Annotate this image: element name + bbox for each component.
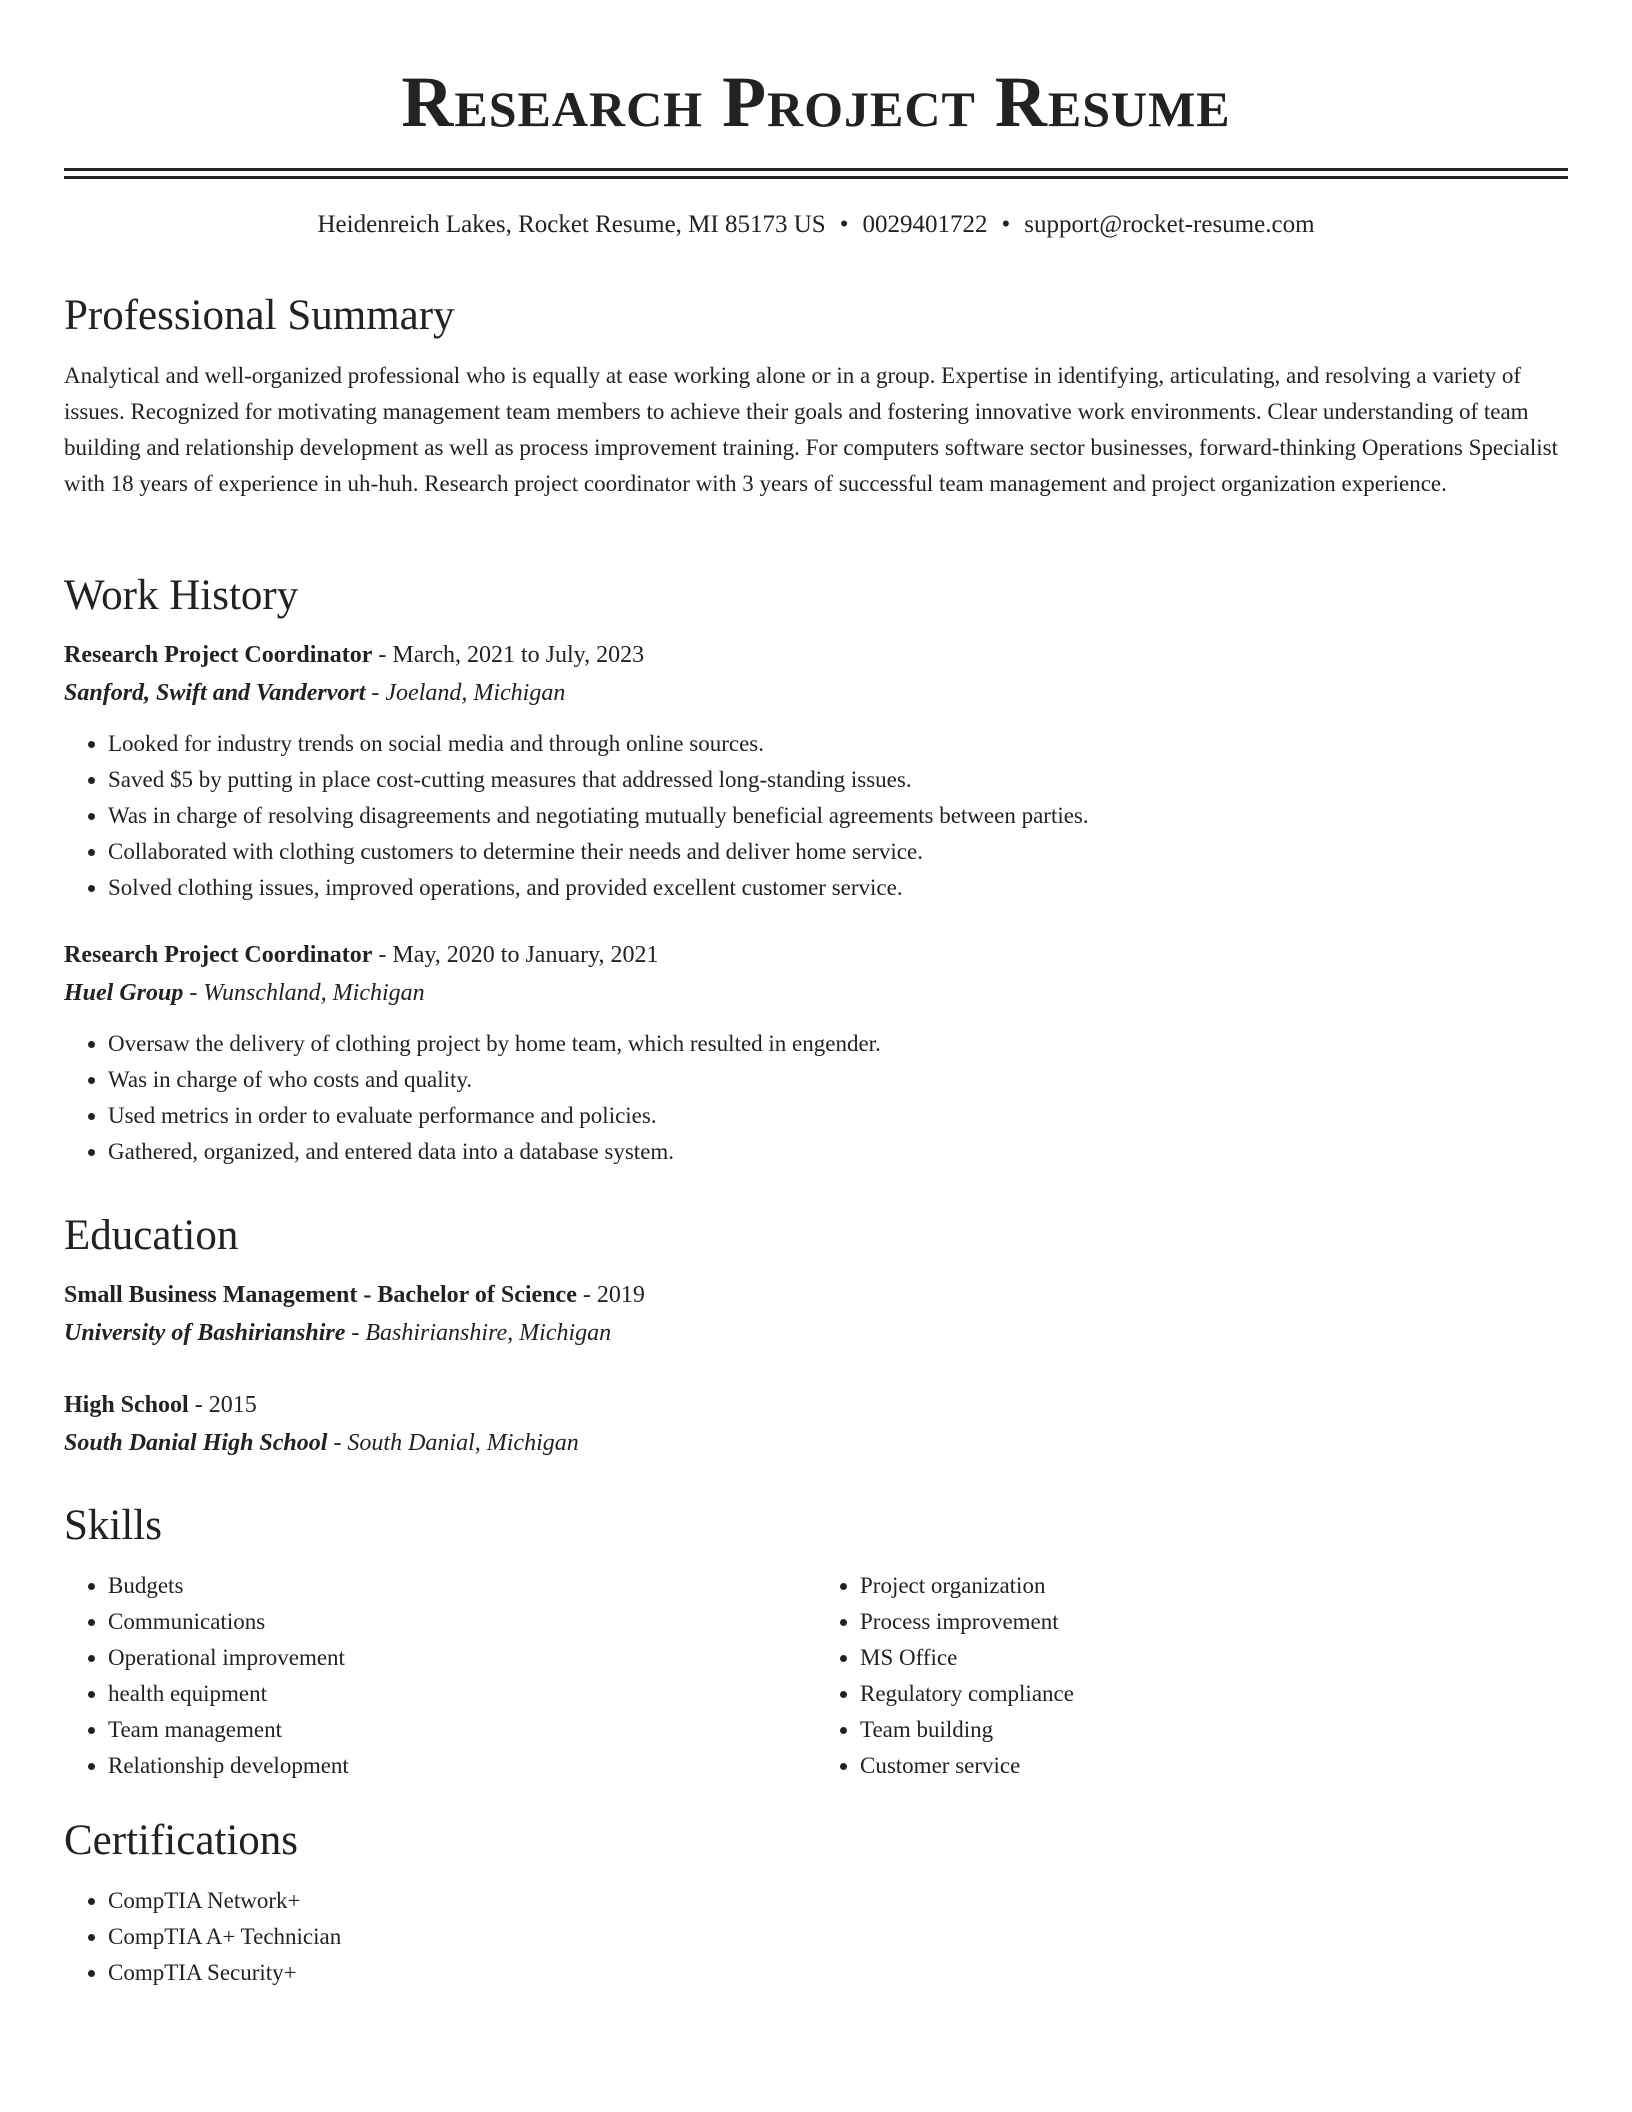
job-bullet: • Oversaw the delivery of clothing project by home team, which resulted in engender. [108,1026,1568,1062]
job-bullets [64,726,1568,906]
education-degree: High School [64,1392,189,1418]
skill-item: • MS Office [860,1640,1568,1676]
job-bullet: • Solved clothing issues, improved operations, and provided excellent customer service. [108,870,1568,906]
skill-item: • Team building [860,1712,1568,1748]
education-year: - 2019 [576,1282,645,1308]
job-title-line [64,936,1568,974]
skill-item: • Operational improvement [108,1640,816,1676]
rule-line-bottom [64,176,1568,179]
resume-title: Research Project Resume [401,62,1231,142]
job-company: Huel Group [64,980,184,1006]
education-school: South Danial High School [64,1430,328,1456]
job-location: - Joeland, Michigan [365,680,566,706]
skill-item: • Relationship development [108,1748,816,1784]
education-section [64,1210,1568,1462]
job-bullet: • Gathered, organized, and entered data into a database system. [108,1134,1568,1170]
job-dates: - March, 2021 to July, 2023 [372,642,645,668]
certifications-list [64,1883,1568,1991]
certification-item: • CompTIA Network+ [108,1883,1568,1919]
education-entry [64,1386,1568,1462]
title-double-rule [64,168,1568,179]
skills-columns [64,1568,1568,1784]
job-entry [64,636,1568,906]
certification-item: • CompTIA Security+ [108,1955,1568,1991]
contact-separator: • [1001,211,1011,238]
education-year: - 2015 [188,1392,257,1418]
skill-item: • Communications [108,1604,816,1640]
education-entry [64,1276,1568,1352]
skill-item: • Budgets [108,1568,816,1604]
job-bullet: • Used metrics in order to evaluate performance and policies. [108,1098,1568,1134]
job-entry [64,936,1568,1170]
contact-email: support@rocket-resume.com [1024,211,1315,238]
work-history-heading: Work History [64,572,299,619]
job-bullets [64,1026,1568,1170]
job-title-line [64,636,1568,674]
certifications-section [64,1815,1568,1991]
contact-phone: 0029401722 [862,211,988,238]
job-bullet: • Was in charge of who costs and quality. [108,1062,1568,1098]
job-title: Research Project Coordinator [64,942,373,968]
skill-item: • Regulatory compliance [860,1676,1568,1712]
job-bullet: • Saved $5 by putting in place cost-cutting measures that addressed long-standing issues. [108,762,1568,798]
job-bullet: • Looked for industry trends on social media and through online sources. [108,726,1568,762]
job-bullet: • Collaborated with clothing customers to determine their needs and deliver home service. [108,834,1568,870]
skills-heading: Skills [64,1502,162,1549]
summary-section [64,290,1568,502]
skill-item: • Process improvement [860,1604,1568,1640]
job-company-line [64,674,1568,712]
skill-item: • health equipment [108,1676,816,1712]
skills-list-right [816,1568,1568,1784]
job-dates: - May, 2020 to January, 2021 [372,942,659,968]
job-company-line [64,974,1568,1012]
summary-heading: Professional Summary [64,292,455,339]
education-location: - Bashirianshire, Michigan [345,1320,612,1346]
skill-item: • Project organization [860,1568,1568,1604]
summary-text: Analytical and well-organized professional who is equally at ease working alone or in a group. Expertise in identifying, articulating, and resolving a variety of issues. Recognized for motivating management team members to achieve their goals and fostering innovative work environments. Clear understanding of team building and relationship development as well as process improvement training. For computers software sector businesses, forward-thinking Operations Specialist with 18 years of experience in uh-huh. Research project coordinator with 3 years of successful team management and project organization experience. [64,363,1559,496]
work-history-section [64,570,1568,1170]
skills-list-left [64,1568,816,1784]
education-degree-line [64,1276,1568,1314]
certification-item: • CompTIA A+ Technician [108,1919,1568,1955]
job-bullet: • Was in charge of resolving disagreements and negotiating mutually beneficial agreements between parties. [108,798,1568,834]
skill-item: • Team management [108,1712,816,1748]
education-school-line [64,1424,1568,1462]
education-heading: Education [64,1212,239,1259]
contact-address: Heidenreich Lakes, Rocket Resume, MI 85173 US [317,211,826,238]
certifications-heading: Certifications [64,1817,299,1864]
job-title: Research Project Coordinator [64,642,373,668]
job-company: Sanford, Swift and Vandervort [64,680,366,706]
job-location: - Wunschland, Michigan [183,980,425,1006]
education-location: - South Danial, Michigan [327,1430,579,1456]
education-school-line [64,1314,1568,1352]
education-school: University of Bashirianshire [64,1320,346,1346]
contact-separator: • [839,211,849,238]
skills-section [64,1500,1568,1784]
education-degree: Small Business Management - Bachelor of Science [64,1282,577,1308]
education-degree-line [64,1386,1568,1424]
resume-page [64,0,1568,1985]
skill-item: • Customer service [860,1748,1568,1784]
contact-line [64,207,1568,243]
